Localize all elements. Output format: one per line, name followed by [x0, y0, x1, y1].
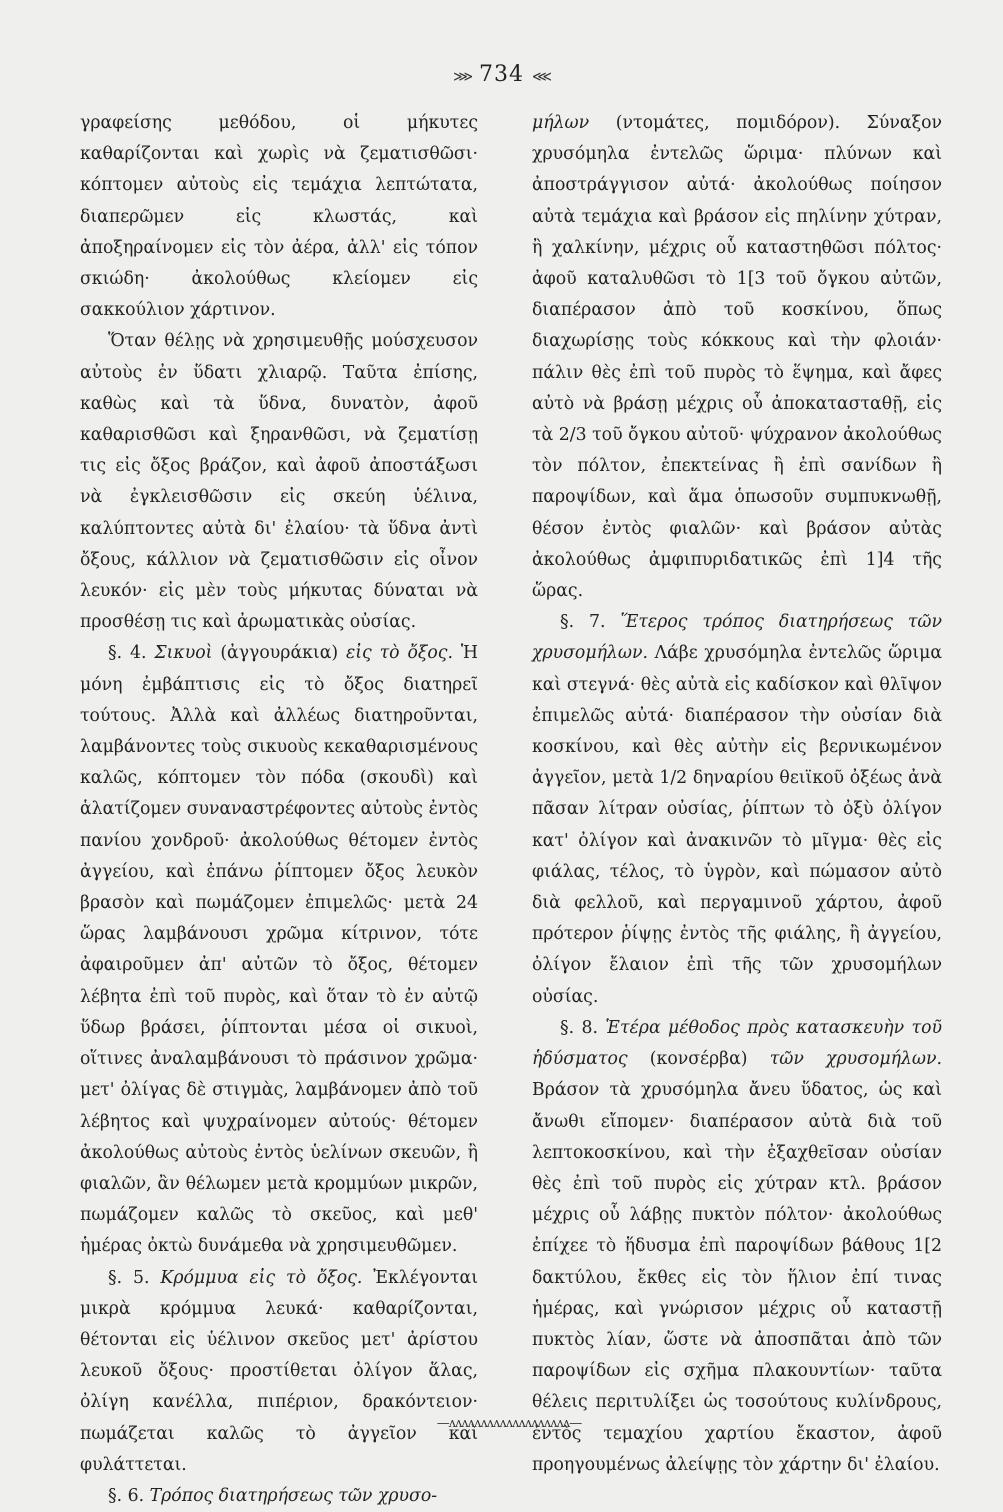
section-title: Κρόμμυα εἰς τὸ ὄξος.	[160, 1267, 363, 1288]
right-column	[532, 108, 942, 1481]
section-body: Ἐκλέγονται μικρὰ κρόμμυα λευκά· καθαρίζονται, θέτονται εἰς ὑέλινον σκεῦος μετ' ἀρίστου λευκοῦ ὄξους· προστίθεται ὀλίγον ἅλας, ὀλίγη κανέλλα, πιπέριον, δρακόντειον· πωμάζεται καλῶς τὸ ἀγγεῖον καὶ φυλάττεται.	[80, 1267, 478, 1475]
end-ornament-rule: —ʌʌʌʌʌʌʌʌʌʌʌʌʌʌʌʌʌʌʌ—	[436, 1416, 582, 1431]
section-title-paren: (κονσέρβα)	[649, 1049, 748, 1070]
section-8	[532, 1013, 942, 1481]
section-number: §. 5.	[108, 1267, 150, 1288]
right-ornament: ⋘	[532, 69, 550, 85]
section-6-continued	[532, 108, 942, 607]
section-body: Βράσον τὰ χρυσόμηλα ἄνευ ὕδατος, ὡς καὶ ἄνωθι εἴπομεν· διαπέρασον αὐτὰ διὰ τοῦ λεπτοκοσκίνου, καὶ τὴν ἐξαχθεῖσαν οὐσίαν θὲς ἐπὶ τοῦ πυρὸς εἰς χύτραν κτλ. βράσον μέχρις οὗ λάβῃς πυκτὸν πόλτον· ἀκολούθως ἐπίχεε τὸ ἥδυσμα ἐπὶ παροψίδων βάθους 1[2 δακτύλου, ἔκθες εἰς τὸν ἥλιον ἐπί τινας ἡμέρας, καὶ γνώρισον μέχρις οὗ καταστῇ πυκτὸς λίαν, ὥστε νὰ ἀποσπᾶται ἀπὸ τῶν παροψίδων εἰς σχῆμα πλακουντίων· ταῦτα θέλεις περιτυλίξει ὡς τοσούτους κυλίνδρους, ἐντὸς τεμαχίου χαρτίου ἔκαστον, ἀφοῦ προηγουμένως ἀλείψῃς τὸν χάρτην δι' ἐλαίου.	[532, 1080, 942, 1475]
section-4	[80, 638, 478, 1262]
paragraph: Ὅταν θέλῃς νὰ χρησιμευθῇς μούσχευσον αὐτοὺς ἐν ὕδατι χλιαρῷ. Ταῦτα ἐπίσης, καθὼς καὶ τὰ ὕδνα, δυνατὸν, ἀφοῦ καθαρισθῶσι καὶ ξηρανθῶσι, νὰ ζεματίσῃ τις εἰς ὄξος βράζον, καὶ ἀφοῦ ἀποστάξωσι νὰ ἐγκλεισθῶσιν εἰς σκεύη ὑέλινα, καλύπτοντες αὐτὰ δι' ἐλαίου· τὰ ὕδνα ἀντὶ ὄξους, κάλλιον νὰ ζεματισθῶσιν εἰς οἶνον λευκόν· εἰς μὲν τοὺς μήκυτας δύναται νὰ προσθέσῃ τις καὶ ἀρωματικὰς οὐσίας.	[80, 331, 478, 633]
section-title: τῶν χρυσομήλων.	[769, 1049, 943, 1070]
page-number: 734	[479, 62, 524, 87]
section-title-paren: (ἀγγουράκια)	[220, 643, 339, 664]
section-title: εἰς τὸ ὄξος.	[346, 643, 453, 664]
section-title: μήλων	[532, 113, 590, 133]
section-5	[80, 1263, 478, 1481]
section-title: Τρόπος διατηρήσεως τῶν χρυσο-	[149, 1485, 438, 1506]
section-number: §. 8.	[560, 1017, 599, 1038]
section-number: §. 4.	[108, 643, 147, 664]
section-7	[532, 607, 942, 1013]
paragraph: γραφείσης μεθόδου, οἱ μήκυτες καθαρίζονται καὶ χωρὶς νὰ ζεματισθῶσι· κόπτομεν αὐτοὺς εἰς τεμάχια λεπτώτατα, διαπερῶμεν εἰς κλωστάς, καὶ ἀποξηραίνομεν εἰς τὸν ἀέρα, ἀλλ' εἰς τόπον σκιώδη· ἀκολούθως κλείομεν εἰς σακκούλιον χάρτινον.	[80, 113, 478, 321]
section-number: §. 7.	[560, 612, 606, 633]
section-body: (ντομάτες, πομιδόρον). Σύναξον χρυσόμηλα ἐντελῶς ὥριμα· πλύνων καὶ ἀποστράγγισον αὐτά· ἀκολούθως ποίησον αὐτὰ τεμάχια καὶ βράσον εἰς πηλίνην χύτραν, ἢ χαλκίνην, μέχρις οὗ καταστηθῶσι πόλτος· ἀφοῦ καταλυθῶσι τὸ 1[3 τοῦ ὄγκου αὐτῶν, διαπέρασον ἀπὸ τοῦ κοσκίνου, ὅπως διαχωρίσῃς τοὺς κόκκους καὶ τὴν φλοιάν· πάλιν θὲς ἐπὶ τοῦ πυρὸς τὸ ἕψημα, καὶ ἄφες αὐτὸ νὰ βράσῃ μέχρις οὗ ἀποκατασταθῇ, εἰς τὰ 2/3 τοῦ ὄγκου αὐτοῦ· ψύχρανον ἀκολούθως τὸν πόλτον, ἐπεκτείνας ἢ ἐπὶ σανίδων ἢ παροψίδων, καὶ ἅμα ὁπωσοῦν συμπυκνωθῇ, θέσον ἐντὸς φιαλῶν· καὶ βράσον αὐτὰς ἀκολούθως ἀμφιπυριδατικῶς ἐπὶ 1]4 τῆς ὥρας.	[532, 113, 942, 602]
section-body: Ἡ μόνη ἐμβάπτισις εἰς τὸ ὄξος διατηρεῖ τούτους. Ἀλλὰ καὶ ἀλλέως διατηροῦνται, λαμβάνοντες τοὺς σικυοὺς κεκαθαρισμένους καλῶς, κόπτομεν τὸν πόδα (σκουδὶ) καὶ ἁλατίζομεν συναναστρέφοντες αὐτοὺς ἐντὸς πανίου χονδροῦ· ἀκολούθως θέτομεν ἐντὸς ἀγγείου, καὶ ἐπάνω ῥίπτομεν ὄξος λευκὸν βρασὸν καὶ πωμάζομεν ἐπιμελῶς· μετὰ 24 ὥρας λαμβάνουσι χρῶμα κίτρινον, τότε ἀφαιροῦμεν ἀπ' αὐτῶν τὸ ὄξος, θέτομεν λέβητα ἐπὶ τοῦ πυρὸς, καὶ ὅταν τὸ ἐν αὐτῷ ὕδωρ βράσει, ῥίπτονται μέσα οἱ σικυοὶ, οἵτινες ἀναλαμβάνουσι τὸ πράσινον χρῶμα· μετ' ὀλίγας δὲ στιγμὰς, λαμβάνομεν ἀπὸ τοῦ λέβητος καὶ ψυχραίνομεν αὐτούς· θέτομεν ἀκολούθως αὐτοὺς ἐντὸς ὑελίνων σκευῶν, ἢ φιαλῶν, ἂν θέλωμεν μετὰ κρομμύων μικρῶν, πωμάζομεν καλῶς τὸ σκεῦος, καὶ μεθ' ἡμέρας ὀκτὼ δυνάμεθα νὰ χρησιμευθῶμεν.	[80, 643, 479, 1257]
section-body: Λάβε χρυσόμηλα ἐντελῶς ὥριμα καὶ στεγνά· θὲς αὐτὰ εἰς καδίσκον καὶ θλῖψον ἐπιμελῶς αὐτά· διαπέρασον τὴν οὐσίαν διὰ κοσκίνου, καὶ θὲς αὐτὴν εἰς βερνικωμένον ἀγγεῖον, μετὰ 1/2 δηναρίου θειϊκοῦ ὀξέως ἀνὰ πᾶσαν λίτραν οὐσίας, ῥίπτων τὸ ὀξὺ ὀλίγον κατ' ὀλίγον καὶ ἀνακινῶν τὸ μῖγμα· θὲς εἰς φιάλας, τέλος, τὸ ὑγρὸν, καὶ πώμασον αὐτὸ διὰ φελλοῦ, καὶ περγαμινοῦ χάρτου, ἀφοῦ πρότερον ῥίψῃς ἐντὸς τῆς φιάλης, ἢ ἀγγείου, ὀλίγον ἔλαιον ἐπὶ τῆς τῶν χρυσομήλων οὐσίας.	[532, 643, 943, 1007]
page-header	[0, 62, 1003, 87]
left-ornament: ⋙	[453, 69, 471, 85]
section-6	[80, 1481, 478, 1512]
section-title: Ἑτέρα μέθοδος πρὸς κατασκευὴν τοῦ ἡδύσματος	[532, 1017, 943, 1070]
section-number: §. 6.	[108, 1485, 145, 1506]
section-title: Ἕτερος τρόπος διατηρήσεως τῶν χρυσομήλων.	[532, 612, 942, 664]
left-column	[80, 108, 478, 1512]
section-title: Σικυοὶ	[154, 643, 213, 664]
